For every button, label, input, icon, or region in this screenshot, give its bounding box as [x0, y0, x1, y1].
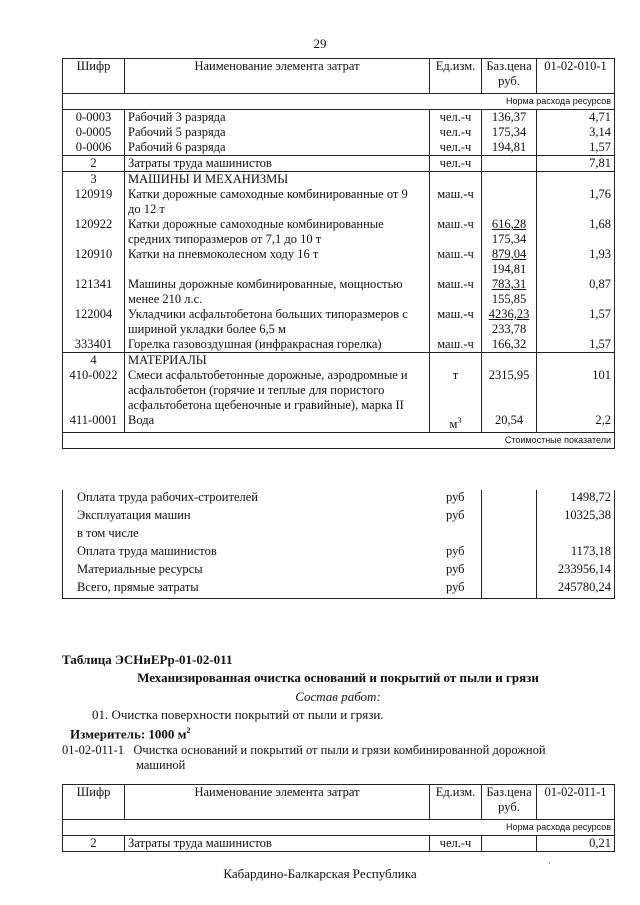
section-subheading: Состав работ:	[295, 689, 381, 704]
table-row: 411-0001 Вода $м^3$ 20,54 2,2	[63, 413, 615, 433]
col-unit-header: Ед.изм.	[430, 785, 482, 820]
summary-row: Оплата труда машинистов руб 1173,18	[63, 544, 615, 562]
table-row: 120910 Катки на пневмоколесном ходу 16 т маш.-ч 879,04 194,81 1,93	[63, 247, 615, 277]
page-number: 29	[313, 36, 327, 51]
footer-mark: ·	[548, 858, 551, 868]
col-unit-header: Ед.изм.	[430, 59, 482, 94]
summary-row: Оплата труда рабочих-строителей руб 1498,72	[63, 490, 615, 508]
resource-table-2	[62, 784, 615, 852]
col-price-header: Баз.цена руб.	[482, 785, 537, 820]
table-row: 2 Затраты труда машинистов чел.-ч 0,21	[63, 836, 615, 852]
work-item: 01. Очистка поверхности покрытий от пыли и грязи.	[92, 707, 384, 722]
table-row: 122004 Укладчики асфальтобетона больших типоразмеров с шириной укладки более 6,5 м маш.-ч 4236,23 233,78 1,57	[63, 307, 615, 337]
col-norm-code-header: 01-02-011-1	[537, 785, 615, 820]
col-code-header: Шифр	[63, 59, 125, 94]
col-code-header: Шифр	[63, 785, 125, 820]
summary-row: Всего, прямые затраты руб 245780,24	[63, 580, 615, 598]
table-row: 333401 Горелка газовоздушная (инфракрасная горелка) маш.-ч 166,32 1,57	[63, 337, 615, 353]
summary-row: в том числе	[63, 526, 615, 544]
table-row: 120919 Катки дорожные самоходные комбинированные от 9 до 12 т маш.-ч 1,76	[63, 187, 615, 217]
section-header-materials: 4 МАТЕРИАЛЫ	[63, 353, 615, 369]
cost-label: Стоимостные показатели	[63, 433, 615, 449]
norm-reference-code: 01-02-011-1	[62, 743, 125, 757]
table-row-machinist: 2 Затраты труда машинистов чел.-ч 7,81	[63, 156, 615, 172]
col-name-header: Наименование элемента затрат	[125, 785, 430, 820]
summary-row: Эксплуатация машин руб 10325,38	[63, 508, 615, 526]
table-row: 120922 Катки дорожные самоходные комбинированные средних типоразмеров от 7,1 до 10 т маш.-ч 616,28 175,34 1,68	[63, 217, 615, 247]
norm-reference: 01-02-011-1 Очистка оснований и покрытий от пыли и грязи комбинированной дорожной машиной	[62, 743, 546, 772]
col-price-header: Баз.цена руб.	[482, 59, 537, 94]
col-name-header: Наименование элемента затрат	[125, 59, 430, 94]
col-norm-code-header: 01-02-010-1	[537, 59, 615, 94]
section-header-machines: 3 МАШИНЫ И МЕХАНИЗМЫ	[63, 172, 615, 188]
table-row: 0-0005 Рабочий 5 разряда чел.-ч 175,34 3,14	[63, 125, 615, 140]
table-row: 410-0022 Смеси асфальтобетонные дорожные, аэродромные и асфальтобетон (горячие и теплые для пористого асфальтобетона щебеночные и гравийные), марка II т 2315,95 101	[63, 368, 615, 413]
table-title: Таблица ЭСНиЕРр-01-02-011	[62, 652, 233, 667]
section-heading: Механизированная очистка оснований и покрытий от пыли и грязи	[137, 670, 539, 685]
table-row: 121341 Машины дорожные комбинированные, мощностью менее 210 л.с. маш.-ч 783,31 155,85 0,87	[63, 277, 615, 307]
norm-reference-text: Очистка оснований и покрытий от пыли и грязи комбинированной дорожной	[133, 743, 546, 757]
page-footer: Кабардино-Балкарская Республика	[223, 866, 417, 881]
table-row: 0-0003 Рабочий 3 разряда чел.-ч 136,37 4,71	[63, 110, 615, 126]
summary-row: Материальные ресурсы руб 233956,14	[63, 562, 615, 580]
table-row: 0-0006 Рабочий 6 разряда чел.-ч 194,81 1,57	[63, 140, 615, 156]
norm-label: Норма расхода ресурсов	[63, 94, 615, 110]
resource-table-1	[62, 58, 615, 449]
measure-label: Измеритель: 1000 $м^2$	[70, 726, 191, 742]
cost-summary-table	[62, 490, 615, 599]
norm-label: Норма расхода ресурсов	[63, 820, 615, 836]
